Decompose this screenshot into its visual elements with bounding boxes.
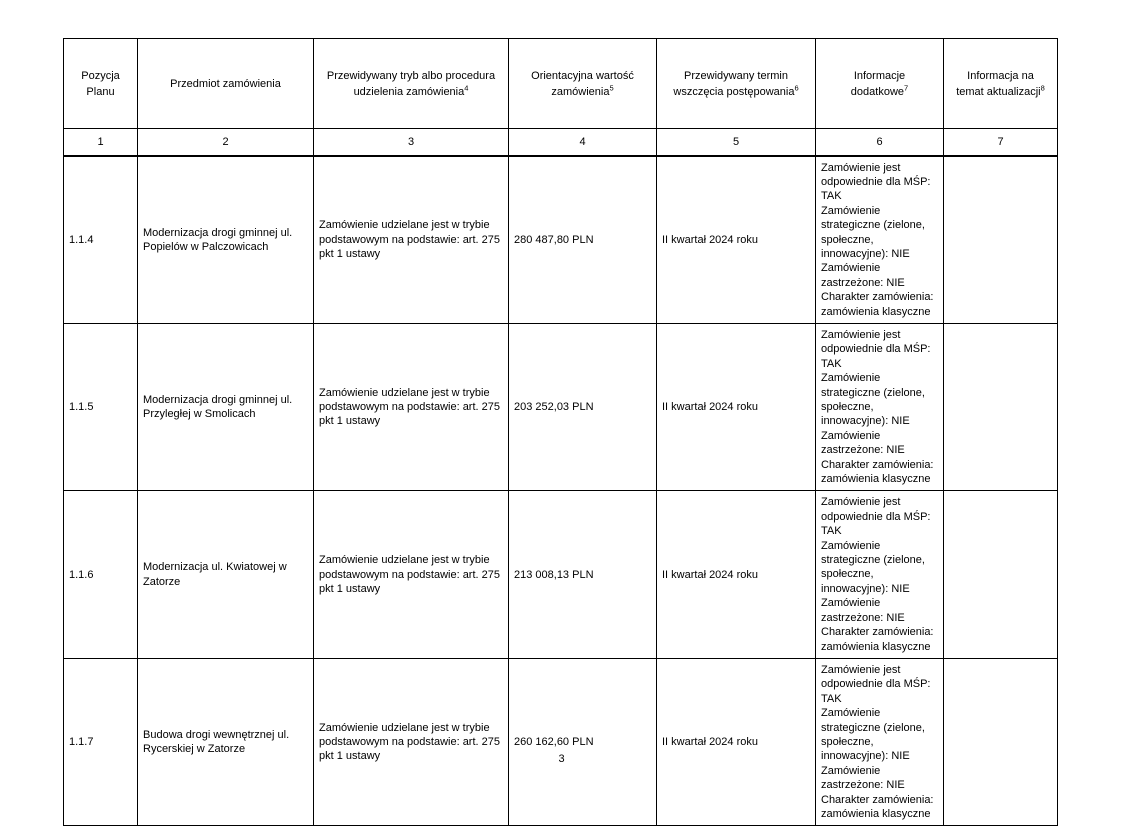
cell-orientacyjna-wartosc: 213 008,13 PLN xyxy=(509,491,657,658)
cell-pozycja-planu: 1.1.7 xyxy=(64,658,138,825)
cell-przewidywany-termin: II kwartał 2024 roku xyxy=(657,323,816,490)
cell-informacja-aktualizacja xyxy=(944,323,1058,490)
cell-przewidywany-termin: II kwartał 2024 roku xyxy=(657,491,816,658)
info-line-zastrzezone: Zamówienie zastrzeżone: NIE xyxy=(821,764,905,792)
table-row xyxy=(64,323,1058,490)
column-header-informacje-dodatkowe: Informacje dodatkowe$^7$ xyxy=(816,39,944,129)
cell-pozycja-planu: 1.1.4 xyxy=(64,156,138,324)
info-line-msp: Zamówienie jest odpowiednie dla MŚP: TAK xyxy=(821,161,931,203)
cell-orientacyjna-wartosc: 260 162,60 PLN xyxy=(509,658,657,825)
info-line-strategiczne: Zamówienie strategiczne (zielone, społeczne, innowacyjne): NIE xyxy=(821,372,925,428)
column-number: 3 xyxy=(314,129,509,156)
column-header-orientacyjna-wartosc: Orientacyjna wartość zamówienia$^5$ xyxy=(509,39,657,129)
header-footnote-ref: 6 xyxy=(794,82,799,92)
procurement-plan-table xyxy=(63,38,1058,826)
info-line-strategiczne: Zamówienie strategiczne (zielone, społeczne, innowacyjne): NIE xyxy=(821,539,925,595)
info-line-charakter: Charakter zamówienia: zamówienia klasyczne xyxy=(821,291,934,318)
column-number-row xyxy=(64,129,1058,156)
table-row xyxy=(64,491,1058,658)
cell-informacja-aktualizacja xyxy=(944,156,1058,324)
info-line-strategiczne: Zamówienie strategiczne (zielone, społeczne, innowacyjne): NIE xyxy=(821,707,925,763)
info-line-msp: Zamówienie jest odpowiednie dla MŚP: TAK xyxy=(821,328,931,370)
cell-orientacyjna-wartosc: 280 487,80 PLN xyxy=(509,156,657,324)
cell-informacja-aktualizacja xyxy=(944,658,1058,825)
cell-informacja-aktualizacja xyxy=(944,491,1058,658)
cell-tryb-procedura: Zamówienie udzielane jest w trybie podstawowym na podstawie: art. 275 pkt 1 ustawy xyxy=(314,491,509,658)
column-header-informacja-aktualizacja: Informacja na temat aktualizacji$^8$ xyxy=(944,39,1058,129)
table-header-row xyxy=(64,39,1058,129)
cell-informacje-dodatkowe xyxy=(816,156,944,324)
header-footnote-ref: 7 xyxy=(904,82,909,92)
page-number: 3 xyxy=(558,753,565,765)
cell-przedmiot-zamowienia: Modernizacja drogi gminnej ul. Przyległej w Smolicach xyxy=(138,323,314,490)
cell-pozycja-planu: 1.1.5 xyxy=(64,323,138,490)
column-number: 2 xyxy=(138,129,314,156)
column-number: 4 xyxy=(509,129,657,156)
cell-informacje-dodatkowe xyxy=(816,323,944,490)
cell-pozycja-planu: 1.1.6 xyxy=(64,491,138,658)
cell-informacje-dodatkowe xyxy=(816,491,944,658)
column-number: 7 xyxy=(944,129,1058,156)
cell-przedmiot-zamowienia: Budowa drogi wewnętrznej ul. Rycerskiej w Zatorze xyxy=(138,658,314,825)
cell-tryb-procedura: Zamówienie udzielane jest w trybie podstawowym na podstawie: art. 275 pkt 1 ustawy xyxy=(314,156,509,324)
info-line-charakter: Charakter zamówienia: zamówienia klasyczne xyxy=(821,626,934,653)
info-line-msp: Zamówienie jest odpowiednie dla MŚP: TAK xyxy=(821,496,931,538)
table-row xyxy=(64,658,1058,825)
column-number: 6 xyxy=(816,129,944,156)
cell-przewidywany-termin: II kwartał 2024 roku xyxy=(657,156,816,324)
info-line-charakter: Charakter zamówienia: zamówienia klasyczne xyxy=(821,793,934,820)
header-footnote-ref: 8 xyxy=(1040,82,1045,92)
column-number: 5 xyxy=(657,129,816,156)
cell-informacje-dodatkowe xyxy=(816,658,944,825)
column-header-tryb-procedura: Przewidywany tryb albo procedura udzielenia zamówienia$^4$ xyxy=(314,39,509,129)
column-header-przewidywany-termin: Przewidywany termin wszczęcia postępowania$^6$ xyxy=(657,39,816,129)
cell-tryb-procedura: Zamówienie udzielane jest w trybie podstawowym na podstawie: art. 275 pkt 1 ustawy xyxy=(314,658,509,825)
info-line-strategiczne: Zamówienie strategiczne (zielone, społeczne, innowacyjne): NIE xyxy=(821,204,925,260)
info-line-charakter: Charakter zamówienia: zamówienia klasyczne xyxy=(821,458,934,486)
info-line-zastrzezone: Zamówienie zastrzeżone: NIE xyxy=(821,429,905,457)
header-footnote-ref: 4 xyxy=(464,82,469,92)
cell-przedmiot-zamowienia: Modernizacja drogi gminnej ul. Popielów w Palczowicach xyxy=(138,156,314,324)
cell-orientacyjna-wartosc: 203 252,03 PLN xyxy=(509,323,657,490)
cell-przewidywany-termin: II kwartał 2024 roku xyxy=(657,658,816,825)
info-line-msp: Zamówienie jest odpowiednie dla MŚP: TAK xyxy=(821,663,931,705)
header-footnote-ref: 5 xyxy=(609,82,614,92)
cell-przedmiot-zamowienia: Modernizacja ul. Kwiatowej w Zatorze xyxy=(138,491,314,658)
column-number: 1 xyxy=(64,129,138,156)
cell-tryb-procedura: Zamówienie udzielane jest w trybie podstawowym na podstawie: art. 275 pkt 1 ustawy xyxy=(314,323,509,490)
info-line-zastrzezone: Zamówienie zastrzeżone: NIE xyxy=(821,597,905,624)
table-row xyxy=(64,156,1058,324)
info-line-zastrzezone: Zamówienie zastrzeżone: NIE xyxy=(821,262,905,289)
column-header-pozycja-planu: Pozycja Planu xyxy=(64,39,138,129)
column-header-przedmiot-zamowienia: Przedmiot zamówienia xyxy=(138,39,314,129)
